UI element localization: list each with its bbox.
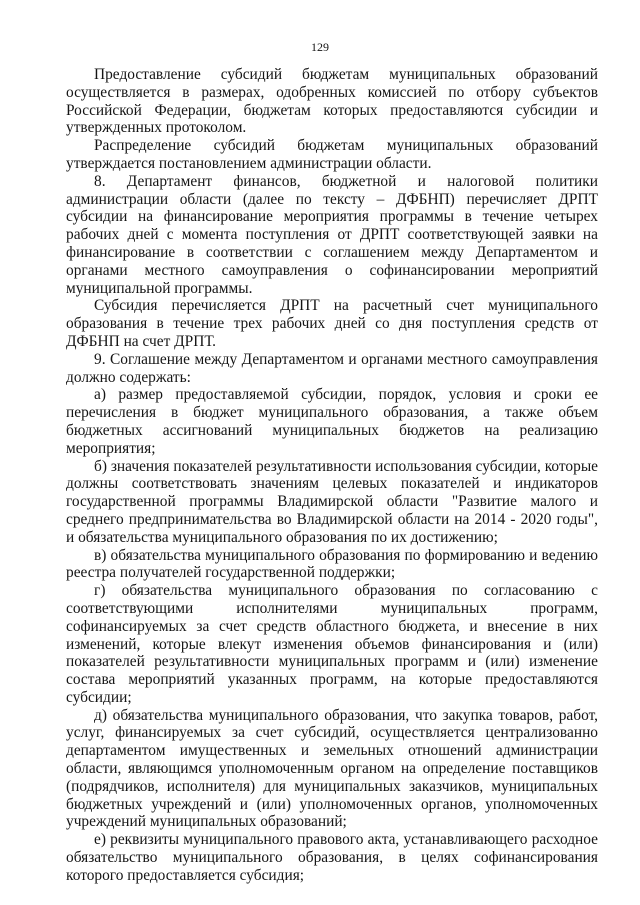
paragraph-item-9g: г) обязательства муниципального образования по согласованию с соответствующими исполнителями муниципальных программ, софинансируемых за счет средств областного бюджета, и внесение в них изменений, которые влекут изменения объемов финансирования и (или) показателей результативности муниципальных программ и (или) изменение состава мероприятий указанных программ, на которые предоставляются субсидии; — [66, 582, 598, 706]
paragraph-item-9a: а) размер предоставляемой субсидии, порядок, условия и сроки ее перечисления в бюджет муниципального образования, а также объем бюджетных ассигнований муниципальных бюджетов на реализацию мероприятия; — [66, 386, 598, 457]
page-number: 129 — [311, 40, 329, 54]
paragraph-item-9: 9. Соглашение между Департаментом и органами местного самоуправления должно содержать: — [66, 350, 598, 386]
paragraph-subsidy-distribution: Распределение субсидий бюджетам муниципальных образований утверждается постановлением администрации области. — [66, 137, 598, 172]
paragraph-item-8: 8. Департамент финансов, бюджетной и налоговой политики администрации области (далее по тексту – ДФБНП) перечисляет ДРПТ субсидии на финансирование мероприятия программы в течение четырех рабочих дней с момента поступления от ДРПТ соответствующей заявки на финансирование в соответствии с соглашением между Департаментом и органами местного самоуправления о софинансировании мероприятий муниципальной программы. — [66, 172, 598, 297]
paragraph-item-9d: д) обязательства муниципального образования, что закупка товаров, работ, услуг, финансируемых за счет субсидий, осуществляется централизованно департаментом имущественных и земельных отношений администрации области, являющимся уполномоченным органом на определение поставщиков (подрядчиков, исполнителя) для муниципальных заказчиков, муниципальных бюджетных учреждений и (или) уполномоченных органов, уполномоченных учреждений муниципальных образований; — [66, 706, 598, 831]
paragraph-subsidy-transfer: Субсидия перечисляется ДРПТ на расчетный счет муниципального образования в течение трех рабочих дней со дня поступления средств от ДФБНП на счет ДРПТ. — [66, 297, 598, 350]
paragraph-subsidy-provision: Предоставление субсидий бюджетам муниципальных образований осуществляется в размерах, одобренных комиссией по отбору субъектов Российской Федерации, бюджетам которых предоставляются субсидии и утвержденных протоколом. — [66, 66, 598, 137]
paragraph-item-9e: е) реквизиты муниципального правового акта, устанавливающего расходное обязательство муниципального образования, в целях софинансирования которого предоставляется субсидия; — [66, 831, 598, 884]
document-body — [66, 66, 598, 885]
paragraph-item-9b: б) значения показателей результативности использования субсидии, которые должны соответствовать значениям целевых показателей и индикаторов государственной программы Владимирской области "Развитие малого и среднего предпринимательства во Владимирской области на 2014 - 2020 годы", и обязательства муниципального образования по их достижению; — [66, 457, 598, 546]
paragraph-item-9v: в) обязательства муниципального образования по формированию и ведению реестра получателей государственной поддержки; — [66, 546, 598, 582]
